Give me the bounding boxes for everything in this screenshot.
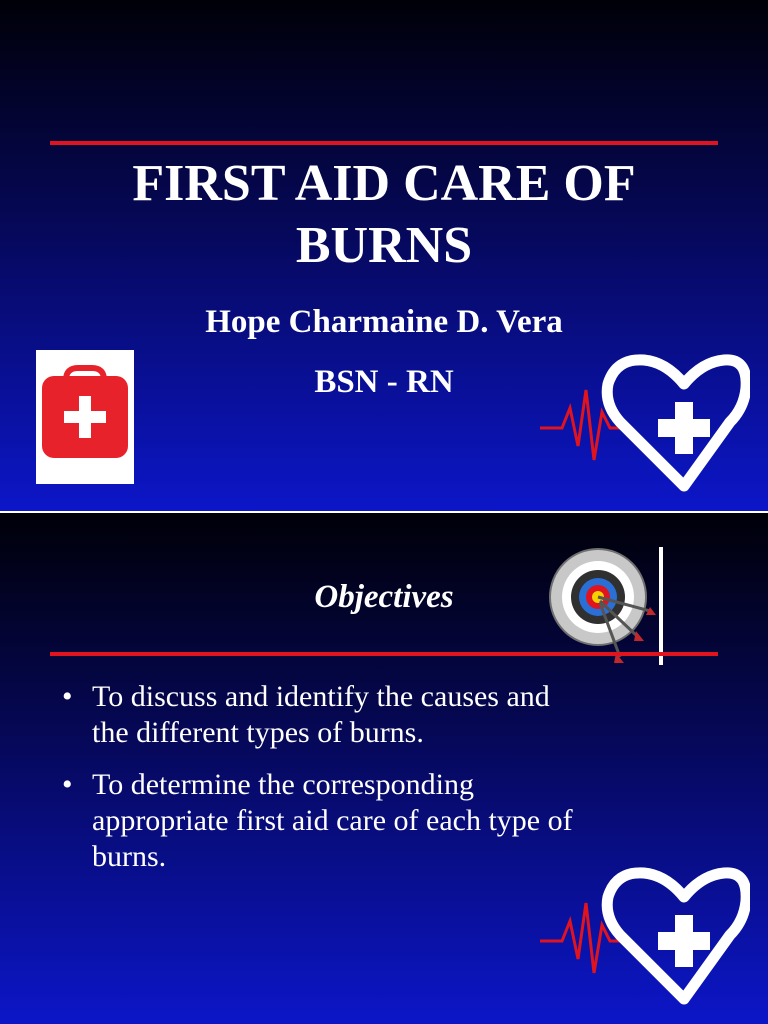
title-slide bbox=[0, 0, 768, 511]
objectives-divider bbox=[50, 652, 718, 656]
list-item: • To determine the corresponding appropriate first aid care of each type of burns. bbox=[62, 768, 573, 873]
objectives-slide bbox=[0, 513, 768, 1024]
title-line-2: BURNS bbox=[295, 217, 473, 274]
bullet-icon: • bbox=[62, 680, 73, 713]
slide-title bbox=[0, 153, 768, 277]
target-icon bbox=[546, 545, 666, 667]
bullet-icon: • bbox=[62, 768, 73, 801]
author-credentials: BSN - RN bbox=[314, 364, 454, 400]
objectives-heading: Objectives bbox=[314, 579, 454, 615]
title-line-1: FIRST AID CARE OF bbox=[132, 155, 636, 212]
heart-cross-icon bbox=[538, 350, 750, 496]
heart-cross-icon bbox=[538, 863, 750, 1009]
objectives-list bbox=[62, 679, 722, 891]
author-name: Hope Charmaine D. Vera bbox=[205, 304, 563, 340]
first-aid-kit-icon bbox=[36, 350, 134, 484]
list-item: • To discuss and identify the causes and the different types of burns. bbox=[62, 680, 550, 749]
top-divider bbox=[50, 141, 718, 145]
